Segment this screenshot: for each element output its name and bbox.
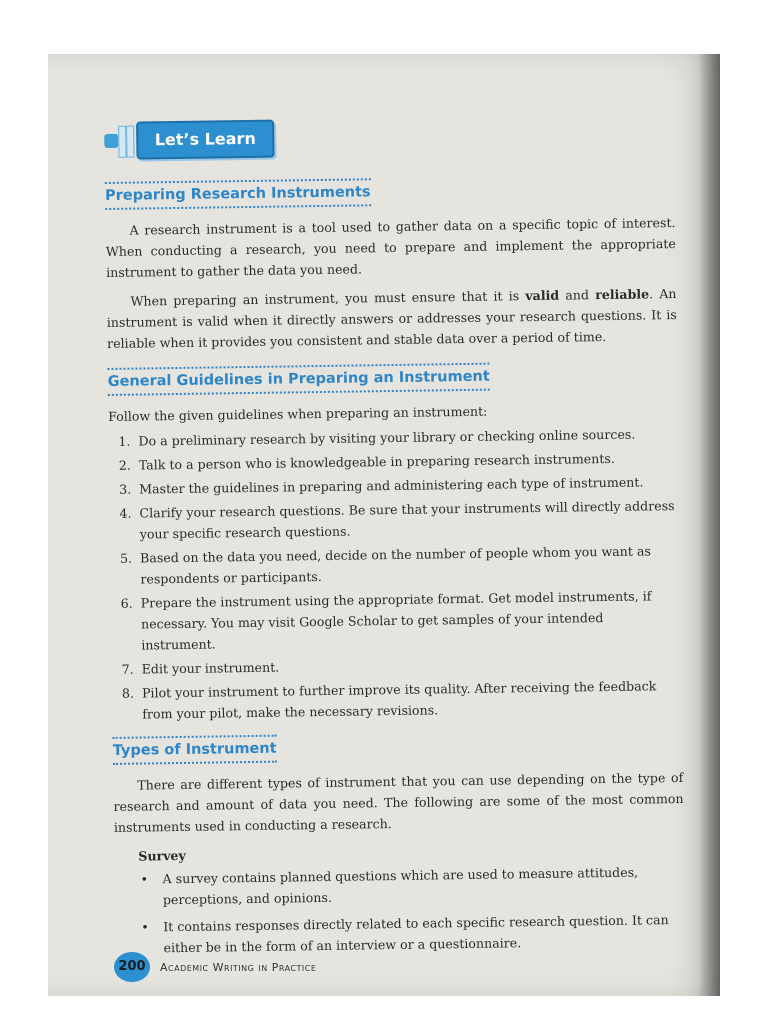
page-content: [104, 112, 686, 965]
section-heading-guidelines: General Guidelines in Preparing an Instrument: [107, 363, 489, 396]
section-heading-types: Types of Instrument: [113, 735, 277, 765]
list-item: 3. Master the guidelines in preparing and administering each type of instrument.: [135, 471, 679, 500]
list-item: 4. Clarify your research questions. Be sure that your instruments will directly address your specific research questions.: [135, 495, 680, 545]
badge-bar-icon: [126, 126, 134, 158]
text-span: . An instrument is valid when it directly answers or addresses your research questions. It is reliable when it provides you consistent and stable data over a period of time.: [106, 286, 677, 351]
list-item: 6. Prepare the instrument using the appropriate format. Get model instruments, if necessary. You may visit Google Scholar to get samples of your intended instrument.: [137, 585, 682, 656]
page-footer: [114, 952, 316, 982]
list-item: 8. Pilot your instrument to further improve its quality. After receiving the feedback from your pilot, make the necessary revisions.: [138, 675, 683, 725]
subheading-survey: Survey: [138, 847, 186, 864]
text-span: and: [559, 287, 596, 303]
term-valid: valid: [525, 287, 560, 304]
list-item: 1. Do a preliminary research by visiting your library or checking online sources.: [134, 423, 678, 452]
survey-bullets: [114, 861, 685, 959]
list-item: • A survey contains planned questions which are used to measure attitudes, perceptions, and opinions.: [162, 861, 685, 910]
book-title: Academic Writing in Practice: [160, 960, 317, 974]
badge-tab-icon: [104, 134, 118, 148]
badge-label: Let’s Learn: [136, 120, 275, 160]
page-spine-shadow: [698, 54, 720, 996]
book-page: [48, 54, 720, 996]
section-heading-preparing: Preparing Research Instruments: [105, 178, 371, 210]
list-item: 7. Edit your instrument.: [138, 651, 682, 680]
list-item: 2. Talk to a person who is knowledgeable in preparing research instruments.: [135, 447, 679, 476]
page-number: 200: [114, 952, 150, 982]
term-reliable: reliable: [595, 286, 650, 303]
list-item: • It contains responses directly related to each specific research question. It can either be in the form of an interview or a questionnaire.: [163, 909, 686, 958]
paragraph-types: There are different types of instrument that you can use depending on the type of research and amount of data you need. The following are some of the most common instruments used in conducting a research.: [113, 769, 684, 835]
paragraph-validity: [106, 283, 677, 354]
guidelines-intro: Follow the given guidelines when preparing an instrument:: [108, 403, 488, 424]
guidelines-list: [108, 423, 682, 725]
text-span: When preparing an instrument, you must ensure that it is: [130, 288, 526, 309]
paragraph-definition: A research instrument is a tool used to gather data on a specific topic of interest. When conducting a research, you need to prepare and implement the appropriate instrument to gather the data you need.: [105, 215, 676, 280]
list-item: 5. Based on the data you need, decide on the number of people whom you want as respondents or participants.: [136, 540, 681, 590]
lets-learn-badge: [104, 118, 275, 160]
